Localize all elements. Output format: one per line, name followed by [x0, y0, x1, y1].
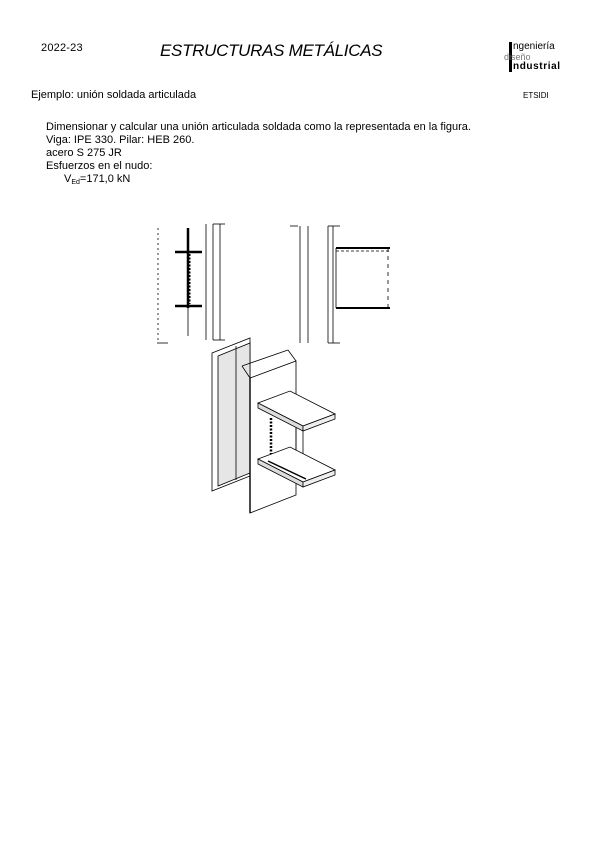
shear-force: $V_{Ed}=171,0$ kN [64, 173, 131, 186]
page-title: ESTRUCTURAS METÁLICAS [160, 41, 383, 60]
problem-statement [46, 121, 471, 189]
side-view [290, 226, 390, 343]
logo-line-1: ngeniería [513, 41, 555, 52]
front-view [157, 224, 225, 343]
logo-line-3: ndustrial [513, 61, 561, 72]
forces-label: Esfuerzos en el nudo: [46, 160, 153, 172]
profiles-line: Viga: IPE 330. Pilar: HEB 260. [46, 134, 195, 146]
school-name: ETSIDI [523, 91, 549, 100]
steel-line: acero S 275 JR [46, 147, 122, 159]
statement-line: Dimensionar y calcular una unión articulada soldada como la representada en la figura. [46, 121, 471, 133]
joint-figure [150, 218, 400, 518]
example-subtitle: Ejemplo: unión soldada articulada [31, 89, 197, 101]
course-year: 2022-23 [41, 42, 83, 54]
logo-line-2: diseño [504, 52, 531, 62]
isometric-view [212, 338, 335, 513]
logo [504, 40, 576, 76]
